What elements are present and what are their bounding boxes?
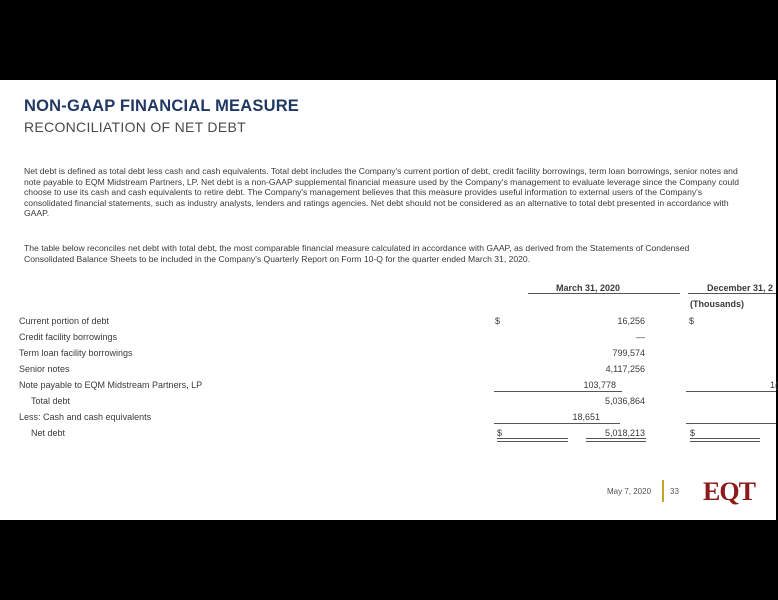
footer-divider — [662, 480, 664, 502]
value-total-debt: 5,036,864 — [604, 396, 645, 406]
value-cash: 18,651 — [572, 412, 600, 422]
value-note-payable-dec: 1( — [770, 380, 778, 390]
currency-symbol-2: $ — [689, 316, 695, 326]
row-label-cash: Less: Cash and cash equivalents — [19, 412, 152, 422]
cash-underline — [494, 423, 620, 424]
col-header-underline — [528, 293, 680, 294]
col-header-december: December 31, 2 — [707, 283, 774, 293]
page-title: NON-GAAP FINANCIAL MEASURE — [24, 97, 300, 115]
eqt-logo: EQT — [703, 477, 755, 506]
page-number: 33 — [670, 487, 679, 496]
value-senior-notes: 4,117,256 — [605, 364, 645, 374]
value-term-loan: 799,574 — [612, 348, 645, 358]
row-label-note-payable: Note payable to EQM Midstream Partners, LP — [19, 380, 203, 390]
row-label-credit-facility: Credit facility borrowings — [19, 332, 118, 342]
row-label-total-debt: Total debt — [31, 396, 71, 406]
row-label-term-loan: Term loan facility borrowings — [19, 348, 133, 358]
value-current-portion: 16,256 — [617, 316, 645, 326]
row-label-net-debt: Net debt — [31, 428, 66, 438]
total-double-underline — [586, 438, 646, 442]
subtotal-underline — [494, 391, 622, 392]
value-net-debt: 5,018,213 — [604, 428, 645, 438]
currency-symbol-net-2: $ — [690, 428, 696, 438]
definition-paragraph: Net debt is defined as total debt less cash and cash equivalents. Total debt includes the Company's current portion of debt, credit facility borrowings, term loan borrowings, senior notes and note payable to EQM Midstream Partners, LP. Net debt is a non-GAAP supplemental financial measure used by the Company's management to evaluate leverage since the Company could choose to use its cash and cash equivalents to retire debt. The Company's management believes that this measure provides useful information to external users of the Company's consolidated financial statements, such as industry analysts, lenders and ratings agencies. Net debt should not be considered as an alternative to total debt presented in accordance with GAAP. — [24, 166, 740, 219]
col-header-underline-2 — [688, 293, 776, 294]
reconciliation-paragraph: The table below reconciles net debt with total debt, the most comparable financial measure calculated in accordance with GAAP, as derived from the Statements of Condensed Consolidated Balance Sheets to be included in the Company's Quarterly Report on Form 10-Q for the quarter ended March 31, 2020. — [24, 243, 690, 264]
col-header-march: March 31, 2020 — [556, 283, 621, 293]
currency-symbol-net: $ — [497, 428, 503, 438]
footer-date: May 7, 2020 — [607, 487, 652, 496]
currency-symbol: $ — [495, 316, 501, 326]
subtotal-underline-2 — [686, 391, 776, 392]
slide — [0, 80, 776, 520]
total-double-underline-2 — [690, 438, 760, 442]
units-label: (Thousands) — [690, 299, 744, 309]
row-label-senior-notes: Senior notes — [19, 364, 70, 374]
value-credit-facility: — — [636, 332, 645, 342]
page-subtitle: RECONCILIATION OF NET DEBT — [24, 119, 246, 135]
row-label-current-portion: Current portion of debt — [19, 316, 110, 326]
value-note-payable: 103,778 — [583, 380, 616, 390]
total-double-underline — [497, 438, 568, 442]
cash-underline-2 — [686, 423, 776, 424]
